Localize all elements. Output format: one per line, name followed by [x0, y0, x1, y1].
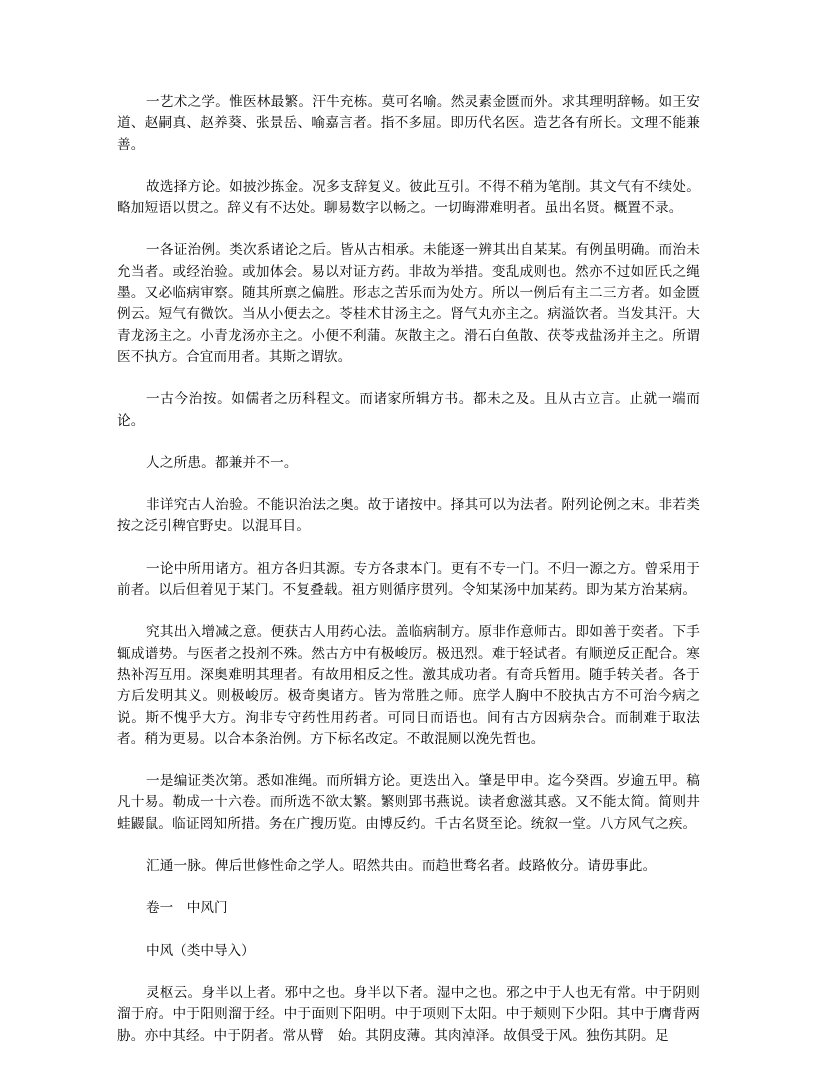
paragraph-preface-10: 汇通一脉。俾后世修性命之学人。昭然共由。而趋世骛名者。歧路攸分。请毋事此。: [146, 858, 657, 875]
paragraph-preface-6: 非详究古人治验。不能识治法之奥。故于诸按中。择其可以为法者。附列论例之末。非若类按之泛引稗官野史。以混耳目。: [117, 497, 700, 535]
paragraph-preface-8: 究其出入增减之意。便获古人用药心法。盖临病制方。原非作意师古。即如善于奕者。下手辄成谱势。与医者之投剂不殊。然古方中有极峻厉。极迅烈。难于轻试者。有顺逆反正配合。寒热补泻互用。深奥难明其理者。有故用相反之性。激其成功者。有奇兵暂用。随手转关者。各于方后发明其义。则极峻厉。极奇奥诸方。皆为常胜之师。庶学人胸中不胶执古方不可治今病之说。斯不愧乎大方。洵非专守药性用药者。可同日而语也。间有古方因病杂合。而制难于取法者。稍为更易。以合本条治例。方下标名改定。不敢混厕以浼先哲也。: [117, 624, 700, 747]
section-heading: 中风（类中导入）: [146, 942, 255, 959]
paragraph-preface-7: 一论中所用诸方。祖方各归其源。专方各隶本门。更有不专一门。不归一源之方。曾采用于前者。以后但着见于某门。不复叠载。祖方则循序贯列。令知某汤中加某药。即为某方治某病。: [117, 560, 700, 599]
paragraph-lingshu: 灵枢云。身半以上者。邪中之也。身半以下者。湿中之也。邪之中于人也无有常。中于阴则溜于府。中于阳则溜于经。中于面则下阳明。中于项则下太阳。中于颊则下少阳。其中于膺背两胁。亦中其经。中于阴者。常从臂 始。其阴皮薄。其肉淖泽。故俱受于风。独伤其阴。足: [117, 984, 700, 1044]
paragraph-preface-4: 一古今治按。如儒者之历科程文。而诸家所辑方书。都未之及。且从古立言。止就一端而论。: [117, 391, 700, 429]
document-page: [117, 92, 700, 1068]
chapter-heading: 卷一 中风门: [146, 900, 228, 917]
paragraph-preface-2: 故选择方论。如披沙拣金。况多支辞复义。彼此互引。不得不稍为笔削。其文气有不续处。略加短语以贯之。辞义有不达处。聊易数字以畅之。一切晦滞难明者。虽出名贤。概置不录。: [117, 178, 700, 217]
paragraph-preface-9: 一是编证类次第。悉如准绳。而所辑方论。更迭出入。肇是甲申。迄今癸酉。岁逾五甲。稿凡十易。勒成一十六卷。而所选不欲太繁。繁则郢书燕说。读者愈滋其惑。又不能太简。简则井蛙鼹鼠。临证罔知所措。务在广搜历览。由博反约。千古名贤至论。统叙一堂。八方风气之疾。: [117, 773, 700, 832]
paragraph-preface-1: 一艺术之学。惟医林最繁。汗牛充栋。莫可名喻。然灵素金匮而外。求其理明辞畅。如王安道、赵嗣真、赵养葵、张景岳、喻嘉言者。指不多屈。即历代名医。造艺各有所长。文理不能兼善。: [117, 94, 700, 153]
paragraph-preface-3: 一各证治例。类次系诸论之后。皆从古相承。未能逐一辨其出自某某。有例虽明确。而治未允当者。或经治验。或加体会。易以对证方药。非故为举措。变乱成则也。然亦不过如匠氏之绳墨。又必临病审察。随其所禀之偏胜。形志之苦乐而为处方。所以一例后有主二三方者。如金匮例云。短气有微饮。当从小便去之。苓桂术甘汤主之。肾气丸亦主之。病溢饮者。当发其汗。大青龙汤主之。小青龙汤亦主之。小便不利蒲。灰散主之。滑石白鱼散、茯苓戎盐汤并主之。所谓医不执方。合宜而用者。其斯之谓欤。: [117, 242, 700, 365]
paragraph-preface-5: 人之所患。都兼并不一。: [146, 454, 298, 471]
